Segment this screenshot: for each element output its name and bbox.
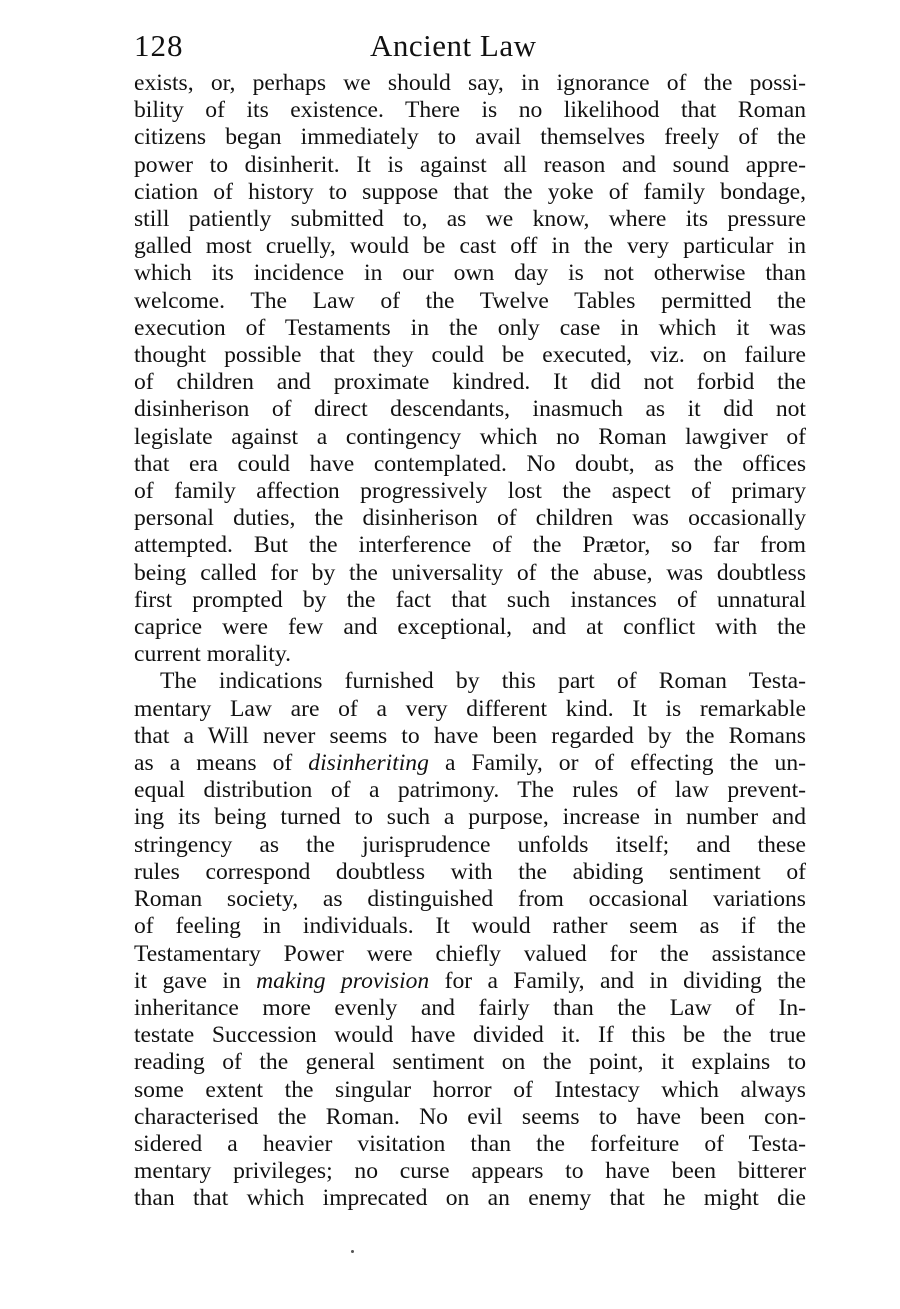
text-line: some extent the singular horror of Intestacy which always — [134, 1076, 806, 1103]
text-line: galled most cruelly, would be cast off in the very particular in — [134, 233, 806, 260]
emphasis-disinheriting: disinheriting — [308, 750, 429, 777]
emphasis-making-provision: making provision — [256, 967, 430, 994]
text-line: first prompted by the fact that such instances of unnatural — [134, 586, 806, 613]
text-segment: for a Family, and in dividing the — [429, 967, 806, 994]
text-line: attempted. But the interference of the Prætor, so far from — [134, 532, 806, 559]
text-line: inheritance more evenly and fairly than the Law of In- — [134, 994, 806, 1021]
text-line: mentary privileges; no curse appears to have been bitterer — [134, 1158, 806, 1185]
body-text — [134, 70, 806, 1213]
text-line: of feeling in individuals. It would rather seem as if the — [134, 913, 806, 940]
text-line: mentary Law are of a very different kind. It is remarkable — [134, 695, 806, 722]
text-line: welcome. The Law of the Twelve Tables permitted the — [134, 287, 806, 314]
text-line: thought possible that they could be executed, viz. on failure — [134, 342, 806, 369]
text-line: power to disinherit. It is against all reason and sound appre- — [134, 151, 806, 178]
text-segment: as a means of — [134, 750, 309, 777]
text-line: reading of the general sentiment on the point, it explains to — [134, 1049, 806, 1076]
text-line: than that which imprecated on an enemy that he might die — [134, 1185, 806, 1212]
paragraph-last-line: current morality. — [134, 641, 292, 668]
text-line: citizens began immediately to avail themselves freely of the — [134, 124, 806, 151]
text-line: ing its being turned to such a purpose, increase in number and — [134, 804, 806, 831]
text-line: of family affection progressively lost the aspect of primary — [134, 478, 806, 505]
text-line: rules correspond doubtless with the abiding sentiment of — [134, 858, 806, 885]
text-line-with-emphasis — [134, 968, 806, 995]
text-line: caprice were few and exceptional, and at conflict with the — [134, 614, 806, 641]
text-line: ciation of history to suppose that the yoke of family bondage, — [134, 178, 806, 205]
book-page — [134, 22, 806, 1213]
text-line: stringency as the jurisprudence unfolds itself; and these — [134, 831, 806, 858]
text-line: disinherison of direct descendants, inasmuch as it did not — [134, 396, 806, 423]
text-line: sidered a heavier visitation than the forfeiture of Testa- — [134, 1130, 806, 1157]
text-line-with-emphasis — [134, 750, 806, 777]
text-line: characterised the Roman. No evil seems to have been con- — [134, 1103, 806, 1130]
text-line: execution of Testaments in the only case in which it was — [134, 314, 806, 341]
text-line: personal duties, the disinherison of children was occasionally — [134, 505, 806, 532]
text-line: exists, or, perhaps we should say, in ignorance of the possi- — [134, 70, 806, 96]
text-segment: it gave in — [134, 967, 257, 994]
running-title: Ancient Law — [370, 28, 537, 63]
running-head — [134, 22, 806, 70]
text-line: of children and proximate kindred. It did not forbid the — [134, 369, 806, 396]
scan-speck — [351, 1250, 354, 1253]
text-line: still patiently submitted to, as we know, where its pressure — [134, 206, 806, 233]
text-line: that era could have contemplated. No doubt, as the offices — [134, 450, 806, 477]
text-line: Testamentary Power were chiefly valued for the assistance — [134, 940, 806, 967]
page-number: 128 — [134, 28, 184, 63]
text-line: which its incidence in our own day is not otherwise than — [134, 260, 806, 287]
text-line: legislate against a contingency which no Roman lawgiver of — [134, 423, 806, 450]
text-line: being called for by the universality of the abuse, was doubtless — [134, 559, 806, 586]
text-line: bility of its existence. There is no likelihood that Roman — [134, 97, 806, 124]
paragraph-first-line: The indications furnished by this part of Roman Testa- — [160, 668, 806, 695]
text-line: testate Succession would have divided it. If this be the true — [134, 1022, 806, 1049]
text-segment: a Family, or of effecting the un- — [428, 750, 806, 777]
text-line: that a Will never seems to have been regarded by the Romans — [134, 722, 806, 749]
text-line: equal distribution of a patrimony. The rules of law prevent- — [134, 777, 806, 804]
text-line: Roman society, as distinguished from occasional variations — [134, 886, 806, 913]
